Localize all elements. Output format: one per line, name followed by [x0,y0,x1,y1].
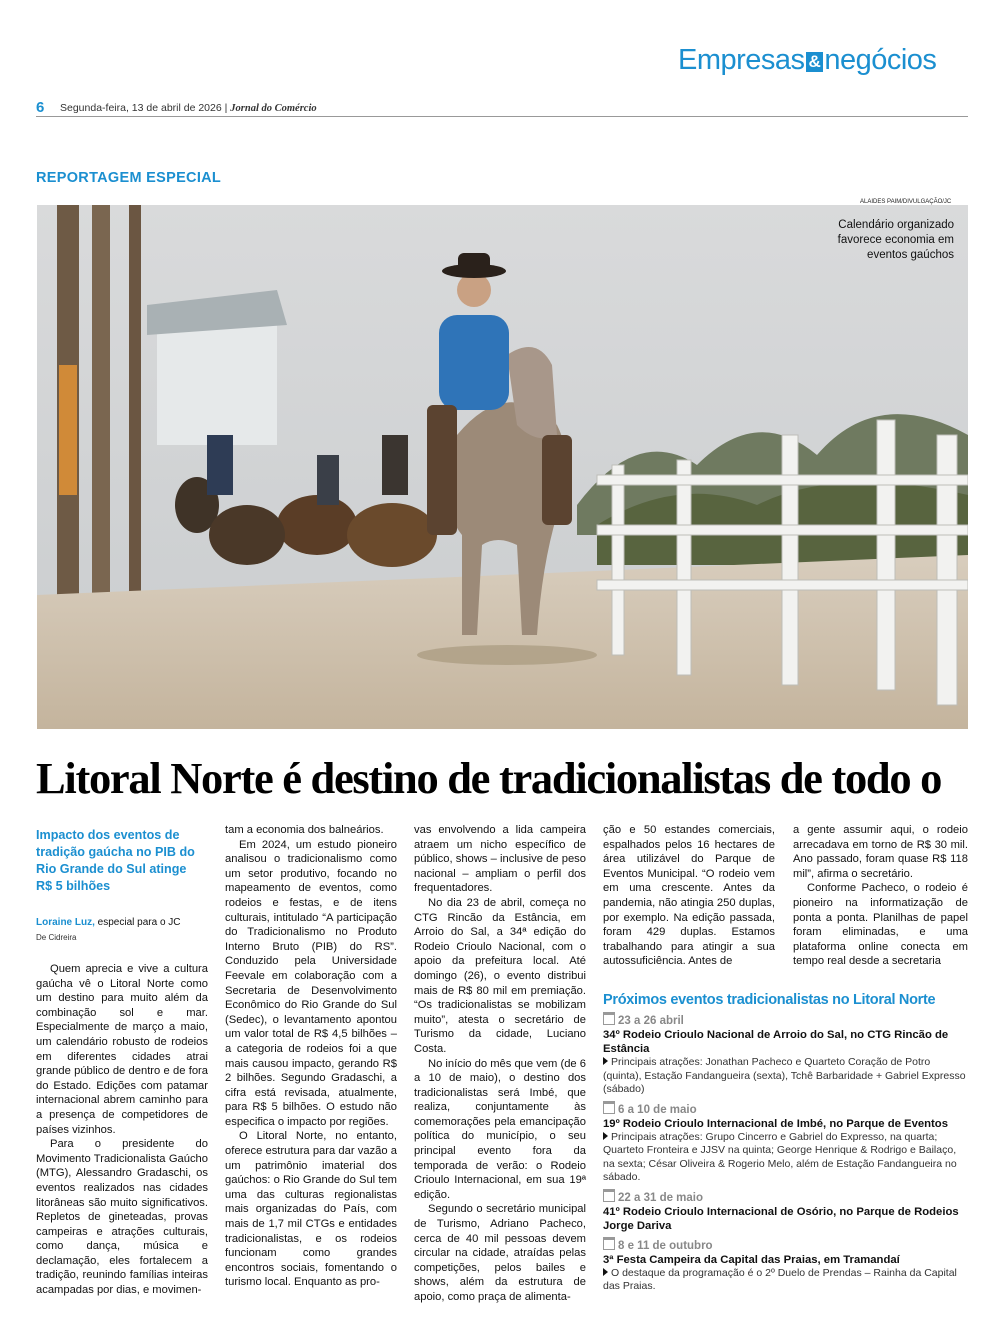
paragraph: tam a economia dos balneários. [225,824,384,836]
paragraph: ção e 50 estandes comerciais, espalhados pelos 16 hectares de área utilizável do Parque de Eventos Municipal. “O rodeio vem em uma crescente. Antes da pandemia, não atingia 250 duplas, por exemplo. Na edição passada, foram 429 duplas. Estamos trabalhando para atingir a sua autossuficiência. Antes de [603,824,775,968]
body-column-5 [793,823,968,969]
paragraph: No início do mês que vem (de 6 a 10 de maio), o destino dos tradicionalistas será Imbé, que realiza, conjuntamente às comemorações pela emancipação política do município, o seu principal evento fora da temporada de verão: o Rodeio Crioulo Internacional, em sua 19ª edição. [414,1057,586,1201]
event-date-text: 8 e 11 de outubro [618,1239,713,1252]
photo-caption: Calendário organizado favorece economia em eventos gaúchos [837,219,954,261]
paragraph: Segundo o secretário municipal de Turismo, Adriano Pacheco, cerca de 40 mil pessoas devem circular na cidade, atraídas pelas competições, pelos bailes e shows, além da estrutura de apoio, como praça de alimenta- [414,1203,586,1303]
event-name: 3ª Festa Campeira da Capital das Praias, em Tramandaí [603,1253,900,1266]
event-date-text: 22 a 31 de maio [618,1191,704,1204]
event-item [603,1237,969,1294]
calendar-icon [603,1237,615,1250]
photo-credit: ALAIDES PAIM/DIVULGAÇÃO/JC [860,199,952,205]
event-date [603,1012,969,1028]
event-date [603,1101,969,1117]
event-date-text: 23 a 26 abril [618,1015,684,1027]
event-date [603,1189,969,1205]
brand-right: negócios [824,44,937,76]
triangle-right-icon [603,1132,608,1140]
header-rule [36,116,968,117]
event-item [603,1189,969,1233]
event-name: 41º Rodeio Crioulo Internacional de Osório, no Parque de Rodeios Jorge Dariva [603,1205,959,1232]
paragraph: Conforme Pacheco, o rodeio é pioneiro na informatização de ponta a ponta. Planilhas de papel foram eliminadas, e uma plataforma online conecta em tempo real desde a secretaria [793,882,968,968]
body-column-1 [36,962,208,1298]
body-column-2 [225,823,397,1290]
body-column-3 [414,823,586,1305]
paragraph: vas envolvendo a lida campeira atraem um nicho específico de público, shows – inclusive de peso nacional – ampliam o perfil dos frequentadores. [414,824,586,895]
event-item [603,1101,969,1185]
byline-location: De Cidreira [36,933,77,942]
event-name: 34º Rodeio Crioulo Nacional de Arroio do Sal, no CTG Rincão de Estância [603,1029,949,1055]
event-date [603,1237,969,1253]
newspaper-name: Jornal do Comércio [230,103,317,114]
section-label: REPORTAGEM ESPECIAL [36,170,222,186]
event-description [603,1267,969,1294]
paragraph: Quem aprecia e vive a cultura gaúcha vê o Litoral Norte como um destino para muito além da combinação sol e mar. Especialmente de março a maio, um calendário robusto de rodeios em diferentes cidades atrai grande público de dentro e de fora do Estado. Edições com patamar internacional abrem caminho para a presença de competidores de países vizinhos. [36,963,208,1136]
triangle-right-icon [603,1268,608,1276]
author-name: Loraine Luz, [36,917,95,928]
calendar-icon [603,1101,615,1114]
event-description [603,1056,969,1097]
event-name: 19º Rodeio Crioulo Internacional de Imbé, no Parque de Eventos [603,1117,948,1130]
rodeo-photo [37,205,968,729]
issue-date: Segunda-feira, 13 de abril de 2026 | [60,102,228,114]
event-date-text: 6 a 10 de maio [618,1103,697,1116]
event-item [603,1012,969,1097]
author-role: especial para o JC [94,917,181,928]
brand-ampersand: & [806,52,824,72]
triangle-right-icon [603,1057,608,1065]
paragraph: Em 2024, um estudo pioneiro analisou o tradicionalismo como um setor produtivo, focando no mapeamento de eventos, como rodeios e festas, e de itens culturais, intitulado “A participação do Tradicionalismo no Produto Interno Bruto (PIB) do RS”. Conduzido pela Universidade Feevale em colaboração com a Secretaria de Desenvolvimento Econômico do Rio Grande do Sul (Sedec), o levantamento apontou um valor total de R$ 4,5 bilhões – a categoria de rodeios foi a que mais causou impacto, gerando R$ 2 bilhões. Segundo Gradaschi, a cifra está revisada, atualmente, para R$ 5 bilhões. O estudo não especifica o impacto por regiões. [225,838,397,1128]
paragraph: No dia 23 de abril, começa no CTG Rincão da Estância, em Arroio do Sal, a 34ª edição do Rodeio Crioulo Nacional, com o apoio da prefeitura local. Até domingo (26), o evento distribui mais de R$ 80 mil em premiação. “Os tradicionalistas se mobilizam muito”, atesta o secretário de Turismo da cidade, Luciano Costa. [414,896,586,1055]
byline [36,917,181,928]
event-description-text: Principais atrações: Grupo Cincerro e Gabriel do Expresso, na quarta; Quarteto Fronteira e JJSV na quinta; George Henrique & Rodrigo e Bailaço, na sexta; César Oliveira & Rogerio Melo, além de Estação Fandangueira no sábado. [603,1130,957,1183]
page-number: 6 [36,99,45,116]
headline: Litoral Norte é destino de tradicionalistas de todo o [36,753,942,803]
section-brand [678,44,936,77]
events-box [603,992,969,1294]
calendar-icon [603,1189,615,1202]
dateline [60,102,317,114]
rodeo-photo-illustration [37,205,968,729]
paragraph: O Litoral Norte, no entanto, oferece estrutura para dar vazão a um patrimônio imaterial dos gaúchos: o Rio Grande do Sul tem uma das culturas regionalistas mais organizadas do País, com mais de 1,7 mil CTGs e entidades tradicionalistas, e os rodeios funcionam como grandes encontros sociais, fomentando o turismo local. Enquanto as pro- [225,1130,397,1289]
calendar-icon [603,1012,615,1025]
body-column-4 [603,823,775,969]
paragraph: a gente assumir aqui, o rodeio arrecadava em torno de R$ 30 mil. Ano passado, foram quase R$ 118 mil”, afirma o secretário. [793,824,968,880]
brand-left: Empresas [678,44,805,76]
event-description-text: O destaque da programação é o 2º Duelo de Prendas – Rainha da Capital das Praias. [603,1266,957,1292]
paragraph: Para o presidente do Movimento Tradicionalista Gaúcho (MTG), Alessandro Gradaschi, os eventos realizados nas cidades litorâneas são muito significativos. Repletos de gineteadas, provas campeiras e atrações culturais, como dança, música e declamação, eles fortalecem a tradição, reunindo famílias inteiras acampadas por dias, e movimen- [36,1138,208,1297]
event-description [603,1131,969,1185]
subtitle: Impacto dos eventos de tradição gaúcha no PIB do Rio Grande do Sul atinge R$ 5 bilhões [36,828,195,893]
events-title: Próximos eventos tradicionalistas no Litoral Norte [603,992,936,1008]
event-description-text: Principais atrações: Jonathan Pacheco e Quarteto Coração de Potro (quinta), Estação Fandangueira (sexta), Tchê Barbaridade + Gabriel Expresso (sábado) [603,1056,966,1095]
